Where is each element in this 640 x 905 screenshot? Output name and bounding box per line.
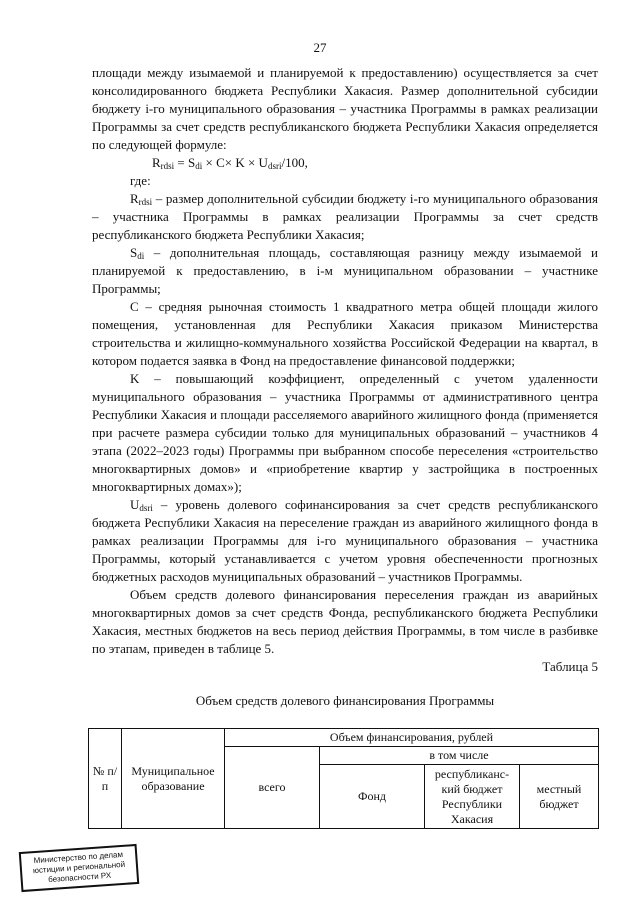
header-total: всего — [225, 747, 320, 829]
header-republican-budget: республиканс-кий бюджет Республики Хакасия — [425, 765, 520, 829]
def-k: K – повышающий коэффициент, определенный с учетом удаленности муниципального образования – участника Программы от административного центра Республики Хакасия и площади расселяемого аварийного жилищного фонда (применяется при расчете размера субсидии только для муниципальных образований – участников 4 этапа (2022–2023 годы) Программы при выбранном способе переселения «строительство многоквартирных домов» и «приобретение квартир у застройщика в построенных многоквартирных домах»); — [92, 371, 598, 494]
def-s: $S_{di}$ – дополнительная площадь, составляющая разницу между изымаемой и планируемой к предоставлению, в i-м муниципальном образовании – участнике Программы; — [92, 245, 598, 296]
financing-table — [88, 728, 599, 829]
subsidy-formula: $R_{rdsi} = S_{di} \times C\times K \times U_{dsri}/100$, — [152, 155, 308, 171]
ministry-stamp: Министерство по делам юстиции и региональной безопасности РХ — [19, 844, 140, 892]
def-r: $R_{rdsi}$ – размер дополнительной субсидии бюджету i-го муниципального образования – участника Программы в рамках реализации Программы за счет средств республиканского бюджета Республики Хакасия; — [92, 191, 598, 242]
table-label: Таблица 5 — [542, 659, 598, 674]
def-c: C – средняя рыночная стоимость 1 квадратного метра общей площади жилого помещения, установленная для Республики Хакасия приказом Министерства строительства и жилищно-коммунального хозяйства Российской Федерации на квартал, в котором подается заявка в Фонд на предоставление финансовой поддержки; — [92, 299, 598, 368]
intro-paragraph: площади между изымаемой и планируемой к предоставлению) осуществляется за счет консолидированного бюджета Республики Хакасия. Размер дополнительной субсидии бюджету i-го муниципального образования – участника Программы в рамках реализации Программы за счет средств республиканского бюджета Республики Хакасия определяется по следующей формуле: — [92, 65, 598, 152]
document-body — [92, 64, 598, 829]
header-local-budget: местный бюджет — [520, 765, 599, 829]
def-u: $U_{dsri}$ – уровень долевого софинансирования за счет средств республиканского бюджета Республики Хакасия на переселение граждан из аварийного жилищного фонда в рамках реализации Программы для i-го муниципального образования – участника Программы, который устанавливается с учетом уровня обеспеченности прогнозных бюджетных расходов муниципальных образований – участников Программы. — [92, 497, 598, 584]
header-funding-volume: Объем финансирования, рублей — [225, 729, 599, 747]
header-municipality: Муниципальное образование — [122, 729, 225, 829]
page-number: 27 — [313, 40, 327, 55]
header-number: № п/п — [89, 729, 122, 829]
where-label: где: — [130, 173, 151, 188]
table-title: Объем средств долевого финансирования Программы — [195, 693, 495, 708]
header-including: в том числе — [320, 747, 599, 765]
header-fund: Фонд — [320, 765, 425, 829]
volume-paragraph: Объем средств долевого финансирования переселения граждан из аварийных многоквартирных домов за счет средств Фонда, республиканского бюджета Республики Хакасия, местных бюджетов на весь период действия Программы, в том числе в разбивке по этапам, приведен в таблице 5. — [92, 587, 598, 656]
